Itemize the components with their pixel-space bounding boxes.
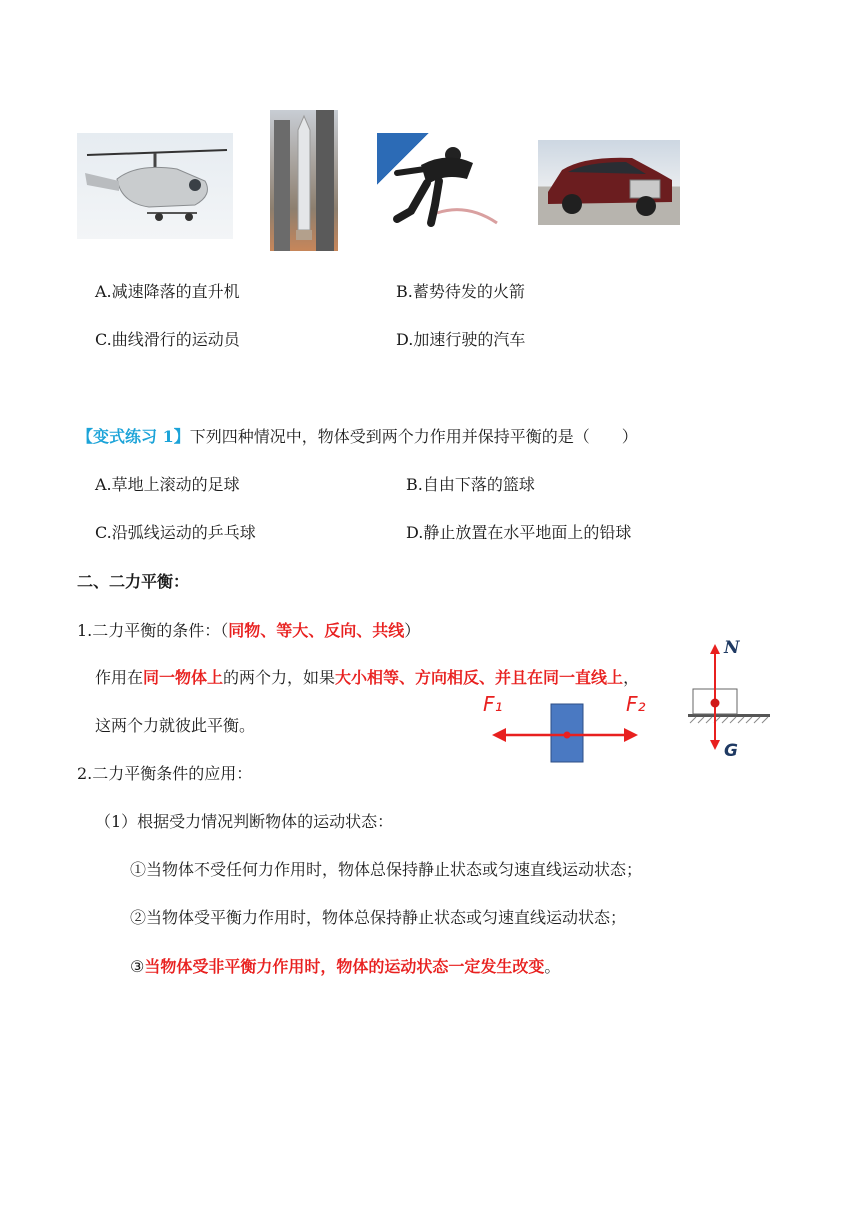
- rocket-photo: [270, 110, 338, 251]
- application-heading: 2.二力平衡条件的应用：: [77, 764, 253, 783]
- practice-question-text: 下列四种情况中，物体受到两个力作用并保持平衡的是（ ）: [189, 427, 638, 446]
- label-g: G: [724, 741, 738, 761]
- definition-line-2: 这两个力就彼此平衡。: [95, 716, 256, 735]
- force-point: [564, 732, 571, 739]
- definition-line: [95, 667, 639, 689]
- rule-item-3: [130, 956, 560, 978]
- f2-arrowhead: [624, 728, 638, 742]
- practice-option-b: B.自由下落的篮球: [406, 475, 535, 494]
- practice-question: [77, 426, 638, 448]
- rule-item-3-number: ③: [130, 957, 145, 976]
- rule-item-1: ①当物体不受任何力作用时，物体总保持静止状态或匀速直线运动状态；: [130, 860, 643, 879]
- rule-item-2: ②当物体受平衡力作用时，物体总保持静止状态或匀速直线运动状态；: [130, 908, 627, 927]
- car-photo: [538, 140, 680, 225]
- def-part-a: 作用在: [95, 668, 144, 687]
- practice-option-d: D.静止放置在水平地面上的铅球: [406, 523, 632, 542]
- practice-option-c: C.沿弧线运动的乒乓球: [95, 523, 256, 542]
- condition-line: [77, 620, 420, 642]
- f1-arrowhead: [492, 728, 506, 742]
- label-f1: F₁: [483, 692, 503, 716]
- g-arrowhead: [710, 740, 720, 750]
- option-d: D.加速行驶的汽车: [396, 330, 526, 349]
- label-n: N: [724, 638, 740, 658]
- n-arrowhead: [710, 644, 720, 654]
- helicopter-photo: [77, 133, 233, 239]
- condition-keywords: 同物、等大、反向、共线: [228, 621, 405, 640]
- rule-item-3-text: 当物体受非平衡力作用时，物体的运动状态一定发生改变: [144, 957, 545, 976]
- center-of-mass: [711, 699, 720, 708]
- rule-item-3-end: 。: [544, 957, 561, 976]
- practice-option-a: A.草地上滚动的足球: [95, 475, 240, 494]
- def-conditions: 大小相等、方向相反、并且在同一直线上: [335, 668, 624, 687]
- option-c: C.曲线滑行的运动员: [95, 330, 240, 349]
- option-b: B.蓄势待发的火箭: [396, 282, 525, 301]
- def-part-c: 的两个力，如果: [223, 668, 336, 687]
- practice-tag: 【变式练习 1】: [77, 427, 190, 446]
- label-f2: F₂: [626, 692, 646, 716]
- section-heading: 二、二力平衡：: [77, 572, 190, 591]
- application-sub-1: （1）根据受力情况判断物体的运动状态：: [95, 812, 394, 831]
- ground-hatch: [690, 717, 768, 723]
- condition-prefix: 1.二力平衡的条件：（: [77, 621, 229, 640]
- def-same-object: 同一物体上: [143, 668, 224, 687]
- speed-skater-photo: [377, 133, 507, 239]
- option-a: A.减速降落的直升机: [95, 282, 240, 301]
- condition-suffix: ）: [404, 621, 421, 640]
- horizontal-force-svg: [478, 690, 648, 770]
- horizontal-force-diagram: [478, 690, 648, 770]
- def-comma: ，: [623, 668, 640, 687]
